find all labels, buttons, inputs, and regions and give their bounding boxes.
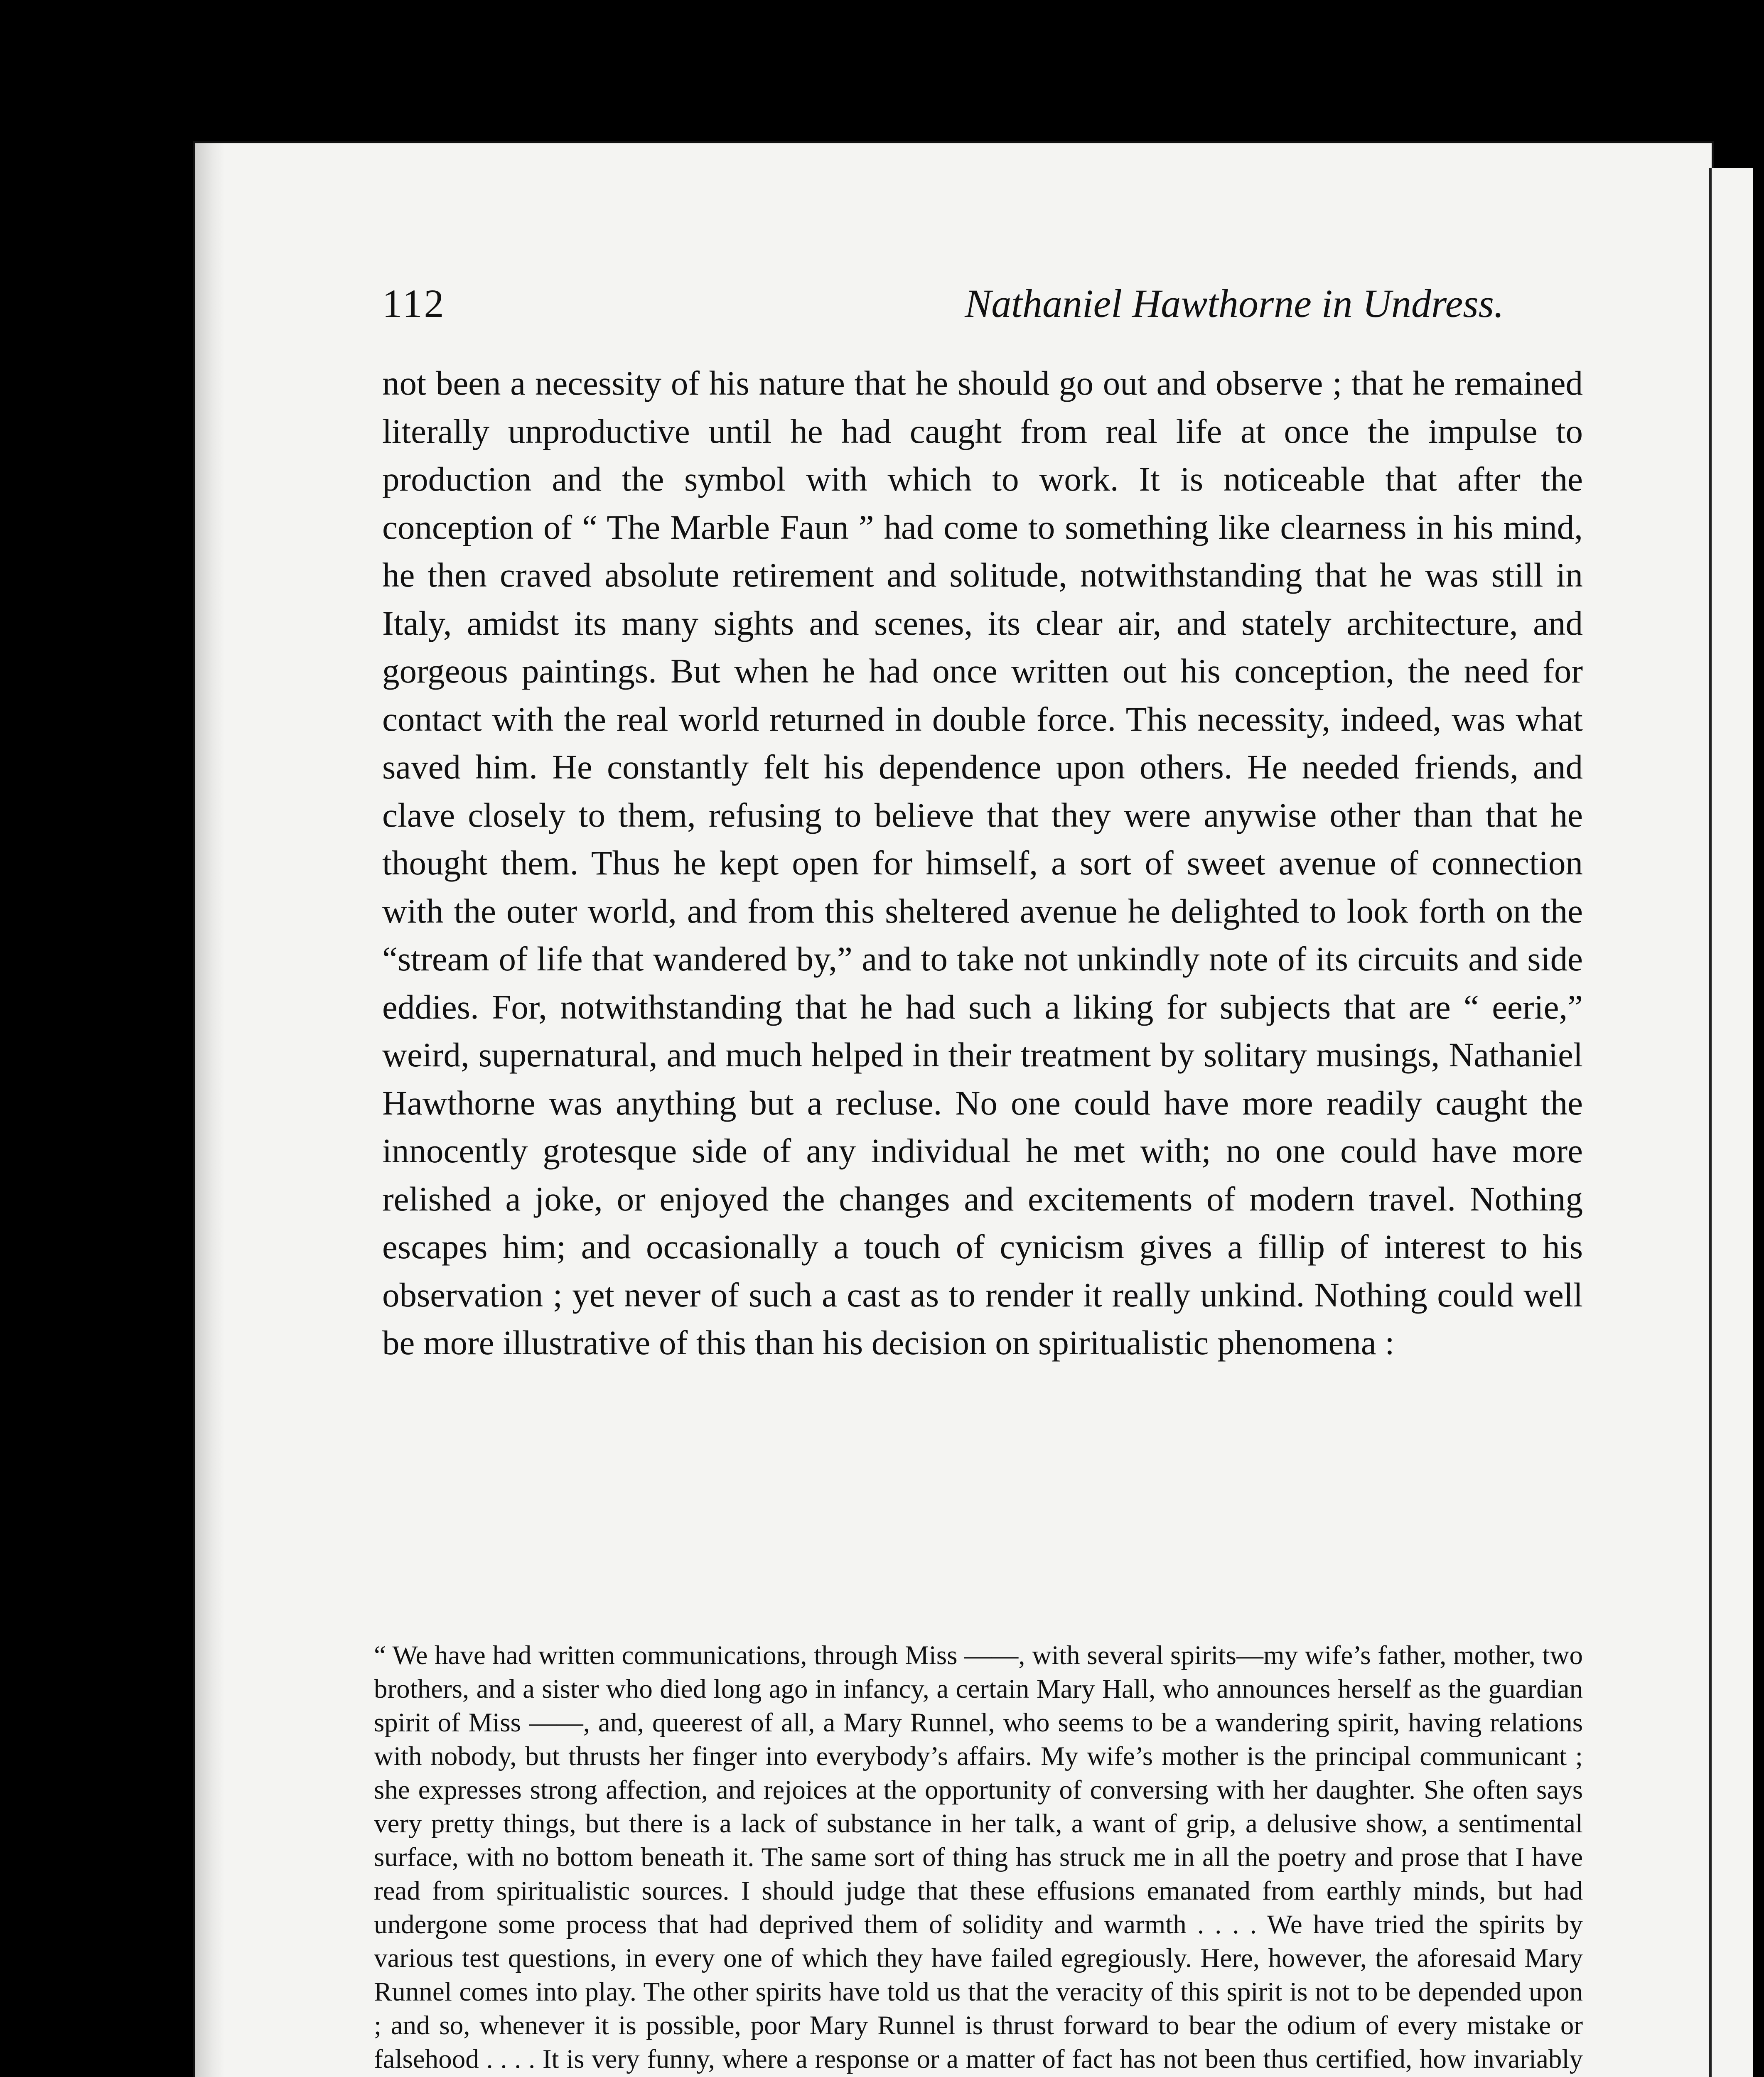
page-binding-shadow bbox=[195, 143, 224, 2077]
page-header bbox=[382, 280, 1504, 347]
body-paragraph: not been a necessity of his nature that he should go out and observe ; that he remained literally unproductive until he had caught from real life at once the impulse to production and the symbol with which to work. It is noticeable that after the conception of “ The Marble Faun ” had come to something like clearness in his mind, he then craved absolute retirement and solitude, notwithstanding that he was still in Italy, amidst its many sights and scenes, its clear air, and stately architecture, and gorgeous paintings. But when he had once written out his conception, the need for contact with the real world returned in double force. This necessity, indeed, was what saved him. He constantly felt his dependence upon others. He needed friends, and clave closely to them, refusing to believe that they were anywise other than that he thought them. Thus he kept open for himself, a sort of sweet avenue of connection with the outer world, and from this sheltered avenue he delighted to look forth on the “stream of life that wandered by,” and to take not unkindly note of its circuits and side eddies. For, notwithstanding that he had such a liking for subjects that are “ eerie,” weird, supernatural, and much helped in their treatment by solitary musings, Nathaniel Hawthorne was anything but a recluse. No one could have more readily caught the innocently grotesque side of any individual he met with; no one could have more relished a joke, or enjoyed the changes and excitements of modern travel. Nothing escapes him; and occasionally a touch of cynicism gives a fillip of interest to his observation ; yet never of such a cast as to render it really unkind. Nothing could well be more illustrative of this than his decision on spiritualistic phenomena : bbox=[382, 364, 1583, 1362]
running-title: Nathaniel Hawthorne in Undress. bbox=[965, 281, 1504, 326]
page-number: 112 bbox=[382, 281, 446, 326]
facing-page-edge bbox=[1709, 168, 1753, 2077]
book-page bbox=[195, 143, 1712, 2077]
quoted-extract bbox=[374, 1639, 1583, 2077]
quote-text-main: “ We have had written communications, through Miss ——, with several spirits—my wife’s father, mother, two brothers, and a sister who died long ago in infancy, a certain Mary Hall, who announces herself as the guardian spirit of Miss ——, and, queerest of all, a Mary Runnel, who seems to be a wandering spirit, having relations with nobody, but thrusts her finger into everybody’s affairs. My wife’s mother is the principal communicant ; she expresses strong affection, and rejoices at the opportunity of conversing with her daughter. She often says very pretty things, but there is a lack of substance in her talk, a want of grip, a delusive show, a sentimental surface, with no bottom beneath it. The same sort of thing has struck me in all the poetry and prose that I have read from spiritualistic sources. I should judge that these effusions emanated from earthly minds, but had undergone some process that had deprived them of solidity and warmth . . . . We have tried the spirits by various test questions, in every one of which they have failed egregiously. Here, however, the aforesaid Mary Runnel comes into play. The other spirits have told us that the veracity of this spirit is not to be depended upon ; and so, whenever it is possible, poor Mary Runnel is thrust forward to bear the odium of every mistake or falsehood . . . . It is very funny, where a response or a matter of fact has not been thus certified, how invariably bbox=[374, 1640, 1583, 2074]
